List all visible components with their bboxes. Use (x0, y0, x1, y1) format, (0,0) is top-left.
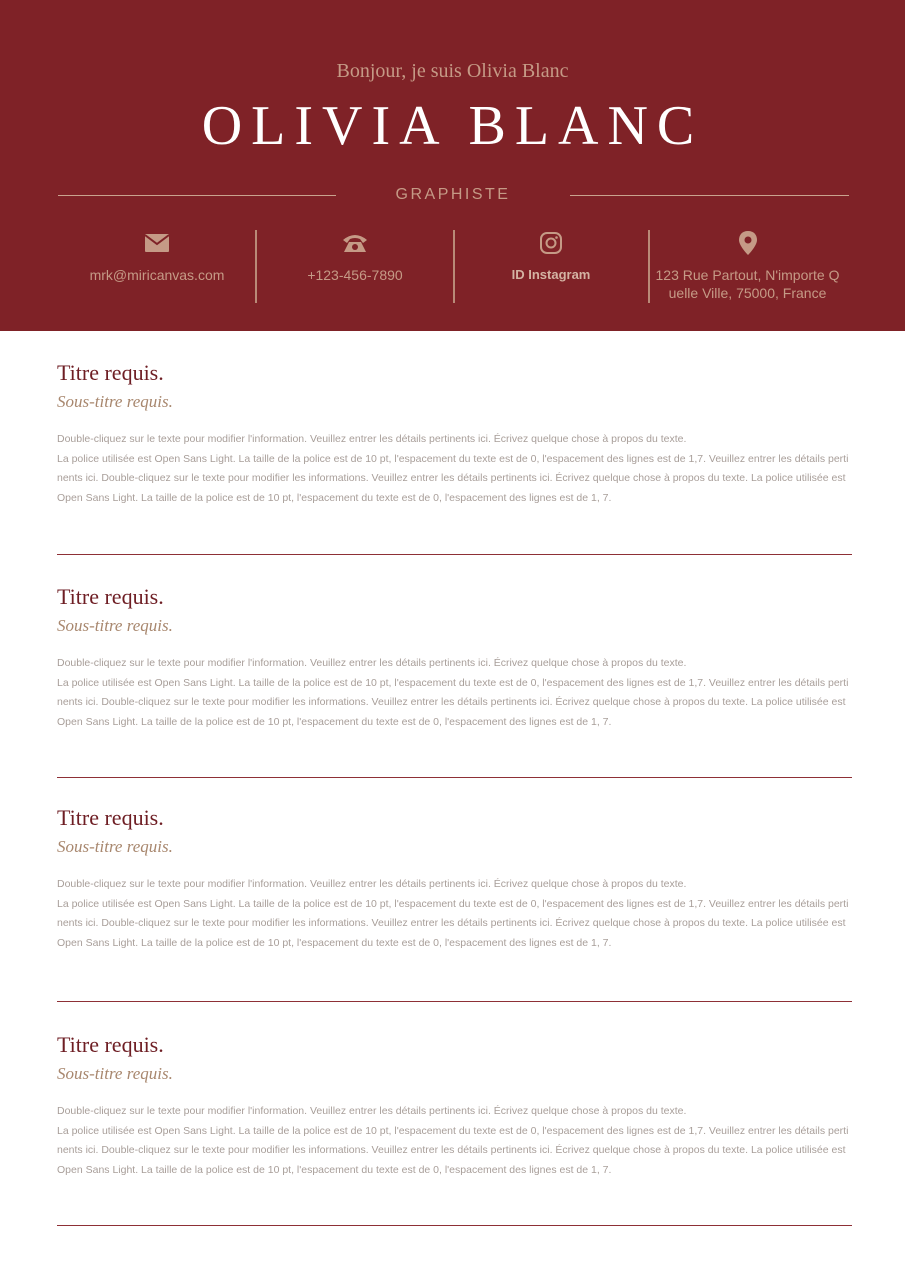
person-name: OLIVIA BLANC (201, 95, 704, 157)
title-rule-left (58, 195, 336, 196)
section-subtitle[interactable]: Sous-titre requis. (57, 392, 173, 411)
section-title[interactable]: Titre requis. (57, 584, 164, 609)
header-banner (0, 0, 905, 331)
section-divider (57, 1225, 852, 1226)
phone-icon (257, 230, 453, 256)
body-paragraph: La police utilisée est Open Sans Light. La taille de la police est de 10 pt, l'espacement du texte est de 0, l'espacement des lignes est de 1,7. Veuillez entrer les détails pertinents ici. Double-cliquez sur le texte pour modifier les informations. Veuillez entrer les détails pertinents ici. Écrivez quelque chose à propos du texte. La police utilisée est Open Sans Light. La taille de la police est de 10 pt, l'espacement du texte est de 0, l'espacement des lignes est de 1, 7. (57, 676, 849, 729)
body-paragraph: La police utilisée est Open Sans Light. La taille de la police est de 10 pt, l'espacement du texte est de 0, l'espacement des lignes est de 1,7. Veuillez entrer les détails pertinents ici. Double-cliquez sur le texte pour modifier les informations. Veuillez entrer les détails pertinents ici. Écrivez quelque chose à propos du texte. La police utilisée est Open Sans Light. La taille de la police est de 10 pt, l'espacement du texte est de 0, l'espacement des lignes est de 1, 7. (57, 452, 849, 505)
contact-address[interactable] (650, 230, 845, 306)
section-4 (57, 1032, 852, 1181)
greeting: Bonjour, je suis Olivia Blanc (336, 60, 569, 82)
section-3 (57, 805, 852, 954)
section-body[interactable] (57, 1102, 852, 1181)
body-line: Double-cliquez sur le texte pour modifier l'information. Veuillez entrer les détails pertinents ici. Écrivez quelque chose à propos du texte. (57, 1105, 687, 1117)
body-line: Double-cliquez sur le texte pour modifier l'information. Veuillez entrer les détails pertinents ici. Écrivez quelque chose à propos du texte. (57, 433, 687, 445)
body-paragraph: La police utilisée est Open Sans Light. La taille de la police est de 10 pt, l'espacement du texte est de 0, l'espacement des lignes est de 1,7. Veuillez entrer les détails pertinents ici. Double-cliquez sur le texte pour modifier les informations. Veuillez entrer les détails pertinents ici. Écrivez quelque chose à propos du texte. La police utilisée est Open Sans Light. La taille de la police est de 10 pt, l'espacement du texte est de 0, l'espacement des lignes est de 1, 7. (57, 897, 849, 950)
job-title: GRAPHISTE (395, 186, 511, 203)
body-line: Double-cliquez sur le texte pour modifier l'information. Veuillez entrer les détails pertinents ici. Écrivez quelque chose à propos du texte. (57, 878, 687, 890)
section-subtitle[interactable]: Sous-titre requis. (57, 1064, 173, 1083)
address-text: 123 Rue Partout, N'importe Q uelle Ville, 75000, France (655, 267, 840, 301)
section-subtitle[interactable]: Sous-titre requis. (57, 837, 173, 856)
section-title[interactable]: Titre requis. (57, 1032, 164, 1057)
section-body[interactable] (57, 875, 852, 954)
contact-instagram[interactable] (455, 230, 647, 306)
section-divider (57, 777, 852, 778)
body-line: Double-cliquez sur le texte pour modifier l'information. Veuillez entrer les détails pertinents ici. Écrivez quelque chose à propos du texte. (57, 657, 687, 669)
section-2 (57, 584, 852, 733)
section-body[interactable] (57, 430, 852, 509)
section-1 (57, 360, 852, 509)
contact-email[interactable] (58, 230, 256, 306)
email-text: mrk@miricanvas.com (89, 267, 225, 283)
envelope-icon (58, 230, 256, 256)
section-title[interactable]: Titre requis. (57, 360, 164, 385)
section-subtitle[interactable]: Sous-titre requis. (57, 616, 173, 635)
instagram-icon (455, 230, 647, 256)
section-title[interactable]: Titre requis. (57, 805, 164, 830)
section-divider (57, 1001, 852, 1002)
location-pin-icon (650, 230, 845, 256)
phone-text: +123-456-7890 (307, 267, 403, 283)
contact-phone[interactable] (257, 230, 453, 306)
body-paragraph: La police utilisée est Open Sans Light. La taille de la police est de 10 pt, l'espacement du texte est de 0, l'espacement des lignes est de 1,7. Veuillez entrer les détails pertinents ici. Double-cliquez sur le texte pour modifier les informations. Veuillez entrer les détails pertinents ici. Écrivez quelque chose à propos du texte. La police utilisée est Open Sans Light. La taille de la police est de 10 pt, l'espacement du texte est de 0, l'espacement des lignes est de 1, 7. (57, 1124, 849, 1177)
title-rule-right (570, 195, 849, 196)
section-body[interactable] (57, 654, 852, 733)
section-divider (57, 554, 852, 555)
instagram-text: ID Instagram (511, 267, 591, 282)
